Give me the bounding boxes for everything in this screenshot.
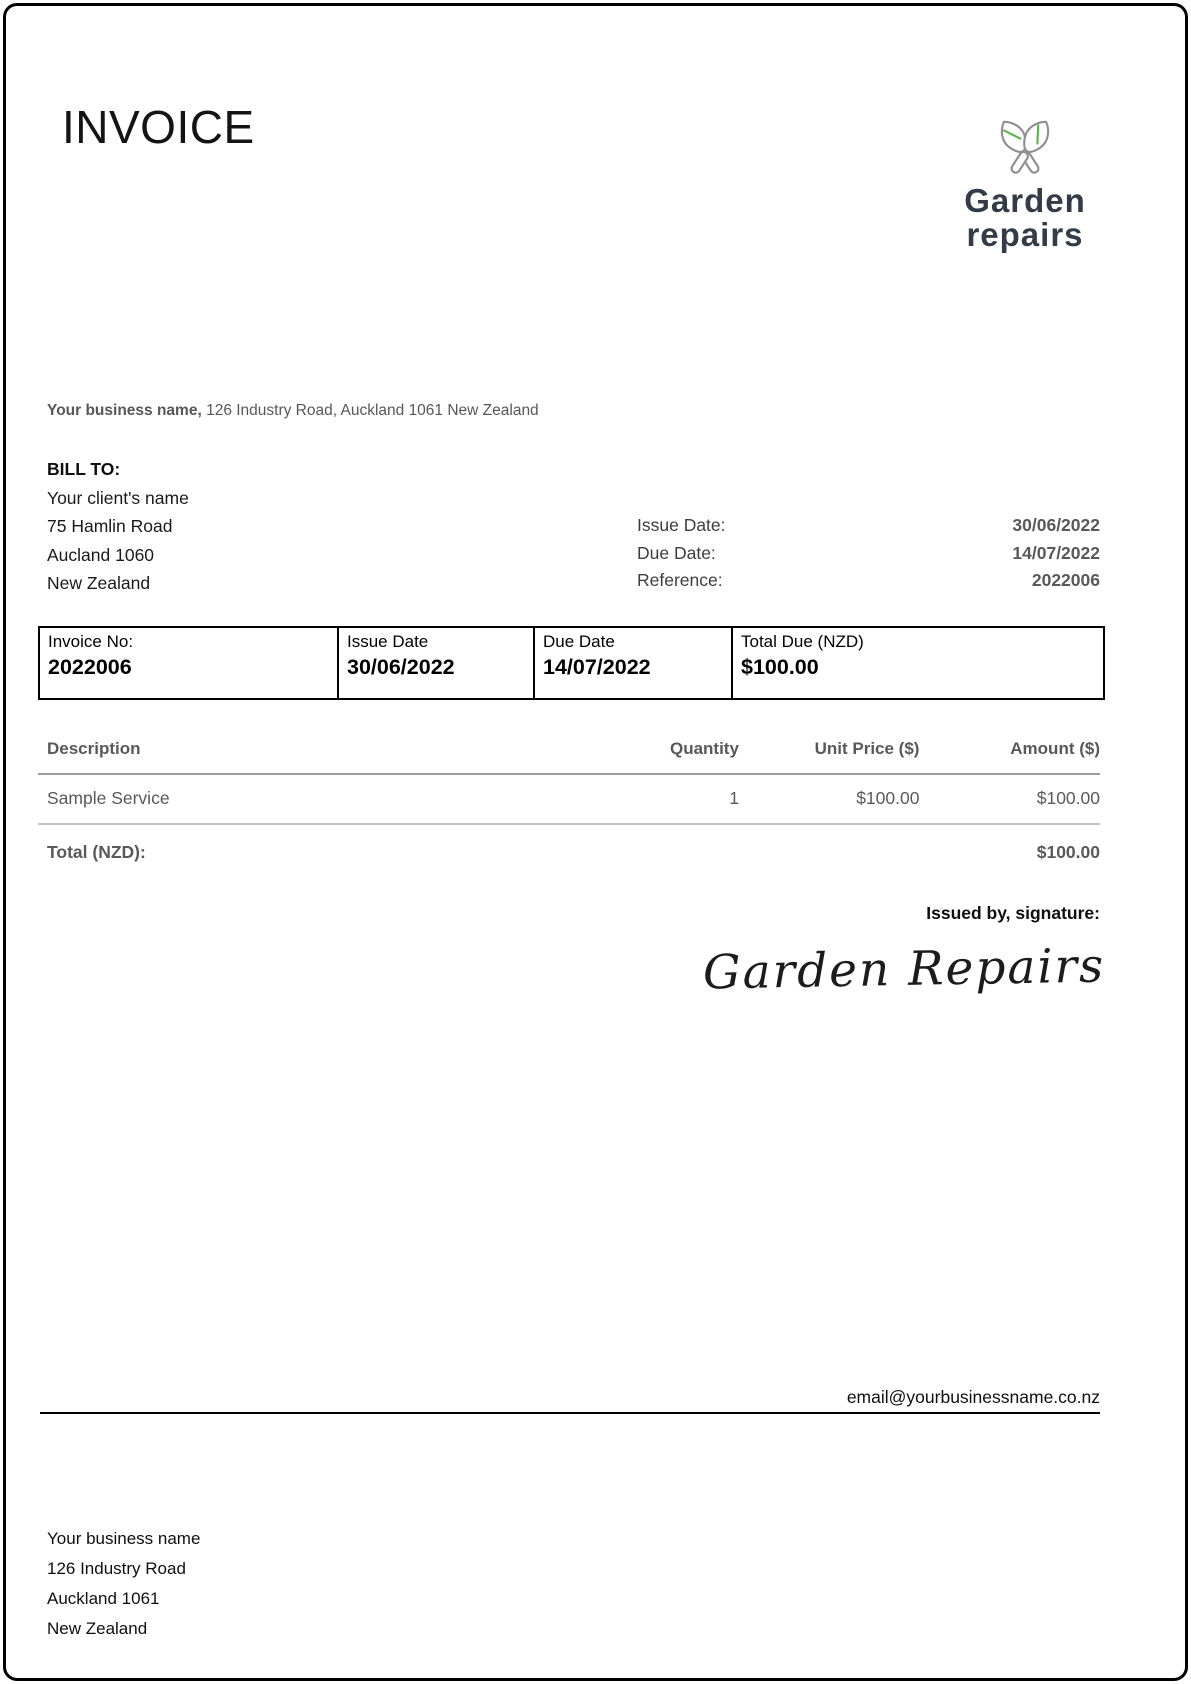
due-date-label: Due Date: [637, 542, 716, 563]
meta-row-due-date [637, 540, 1100, 568]
item-amount: $100.00 [919, 774, 1100, 824]
footer-city: Auckland 1061 [47, 1589, 160, 1608]
summary-total-due-label: Total Due (NZD) [741, 632, 864, 651]
total-row [38, 825, 1100, 863]
header-amount: Amount ($) [919, 731, 1100, 774]
due-date-value: 14/07/2022 [1012, 542, 1100, 563]
logo [923, 110, 1127, 252]
summary-issue-date-value: 30/06/2022 [347, 655, 455, 679]
footer-street: 126 Industry Road [47, 1559, 186, 1578]
reference-label: Reference: [637, 570, 723, 590]
client-country: New Zealand [47, 573, 151, 594]
footer-country: New Zealand [47, 1619, 148, 1638]
page-title: INVOICE [62, 101, 255, 153]
table-row [38, 774, 1100, 824]
invoice-meta [637, 512, 1100, 595]
summary-cell-issue-date [337, 628, 533, 698]
line-items-table [38, 731, 1100, 863]
summary-cell-total-due [731, 628, 1103, 698]
header-unit-price: Unit Price ($) [739, 731, 920, 774]
items-header-row [38, 731, 1100, 774]
signature-script: Garden Repairs [702, 938, 1106, 1001]
issued-by-label: Issued by, signature: [926, 903, 1100, 923]
client-street: 75 Hamlin Road [47, 516, 173, 537]
meta-row-issue-date [637, 512, 1100, 540]
summary-due-date-value: 14/07/2022 [543, 655, 651, 679]
business-address: 126 Industry Road, Auckland 1061 New Zealand [201, 402, 539, 419]
crossed-trowels-icon [988, 110, 1062, 180]
total-label: Total (NZD): [47, 842, 146, 862]
summary-cell-invoice-no [40, 628, 337, 698]
business-address-line [47, 402, 539, 420]
summary-issue-date-label: Issue Date [347, 632, 429, 651]
bill-to-label: BILL TO: [47, 459, 121, 479]
header-quantity: Quantity [590, 731, 739, 774]
logo-line2: repairs [966, 216, 1084, 253]
invoice-summary-box [38, 626, 1105, 700]
client-city: Aucland 1060 [47, 544, 155, 565]
logo-text [964, 184, 1086, 252]
footer-address-block [47, 1524, 200, 1644]
item-quantity: 1 [590, 774, 739, 824]
summary-total-due-value: $100.00 [741, 655, 819, 679]
footer-business-name: Your business name [47, 1529, 201, 1548]
business-email: email@yourbusinessname.co.nz [846, 1387, 1100, 1407]
summary-due-date-label: Due Date [543, 632, 615, 651]
item-unit-price: $100.00 [739, 774, 920, 824]
client-name: Your client's name [47, 487, 189, 508]
summary-cell-due-date [533, 628, 731, 698]
header-description: Description [38, 731, 590, 774]
issue-date-label: Issue Date: [637, 515, 726, 535]
item-description: Sample Service [38, 774, 590, 824]
footer-rule [40, 1412, 1100, 1414]
logo-line1: Garden [964, 182, 1086, 219]
bill-to-block [47, 455, 189, 598]
summary-invoice-no-label: Invoice No: [48, 632, 134, 651]
issue-date-value: 30/06/2022 [1012, 515, 1100, 535]
reference-value: 2022006 [1031, 570, 1100, 590]
summary-invoice-no-value: 2022006 [48, 655, 132, 679]
total-value: $100.00 [1036, 842, 1100, 862]
meta-row-reference [637, 567, 1100, 595]
business-name: Your business name, [47, 402, 202, 419]
